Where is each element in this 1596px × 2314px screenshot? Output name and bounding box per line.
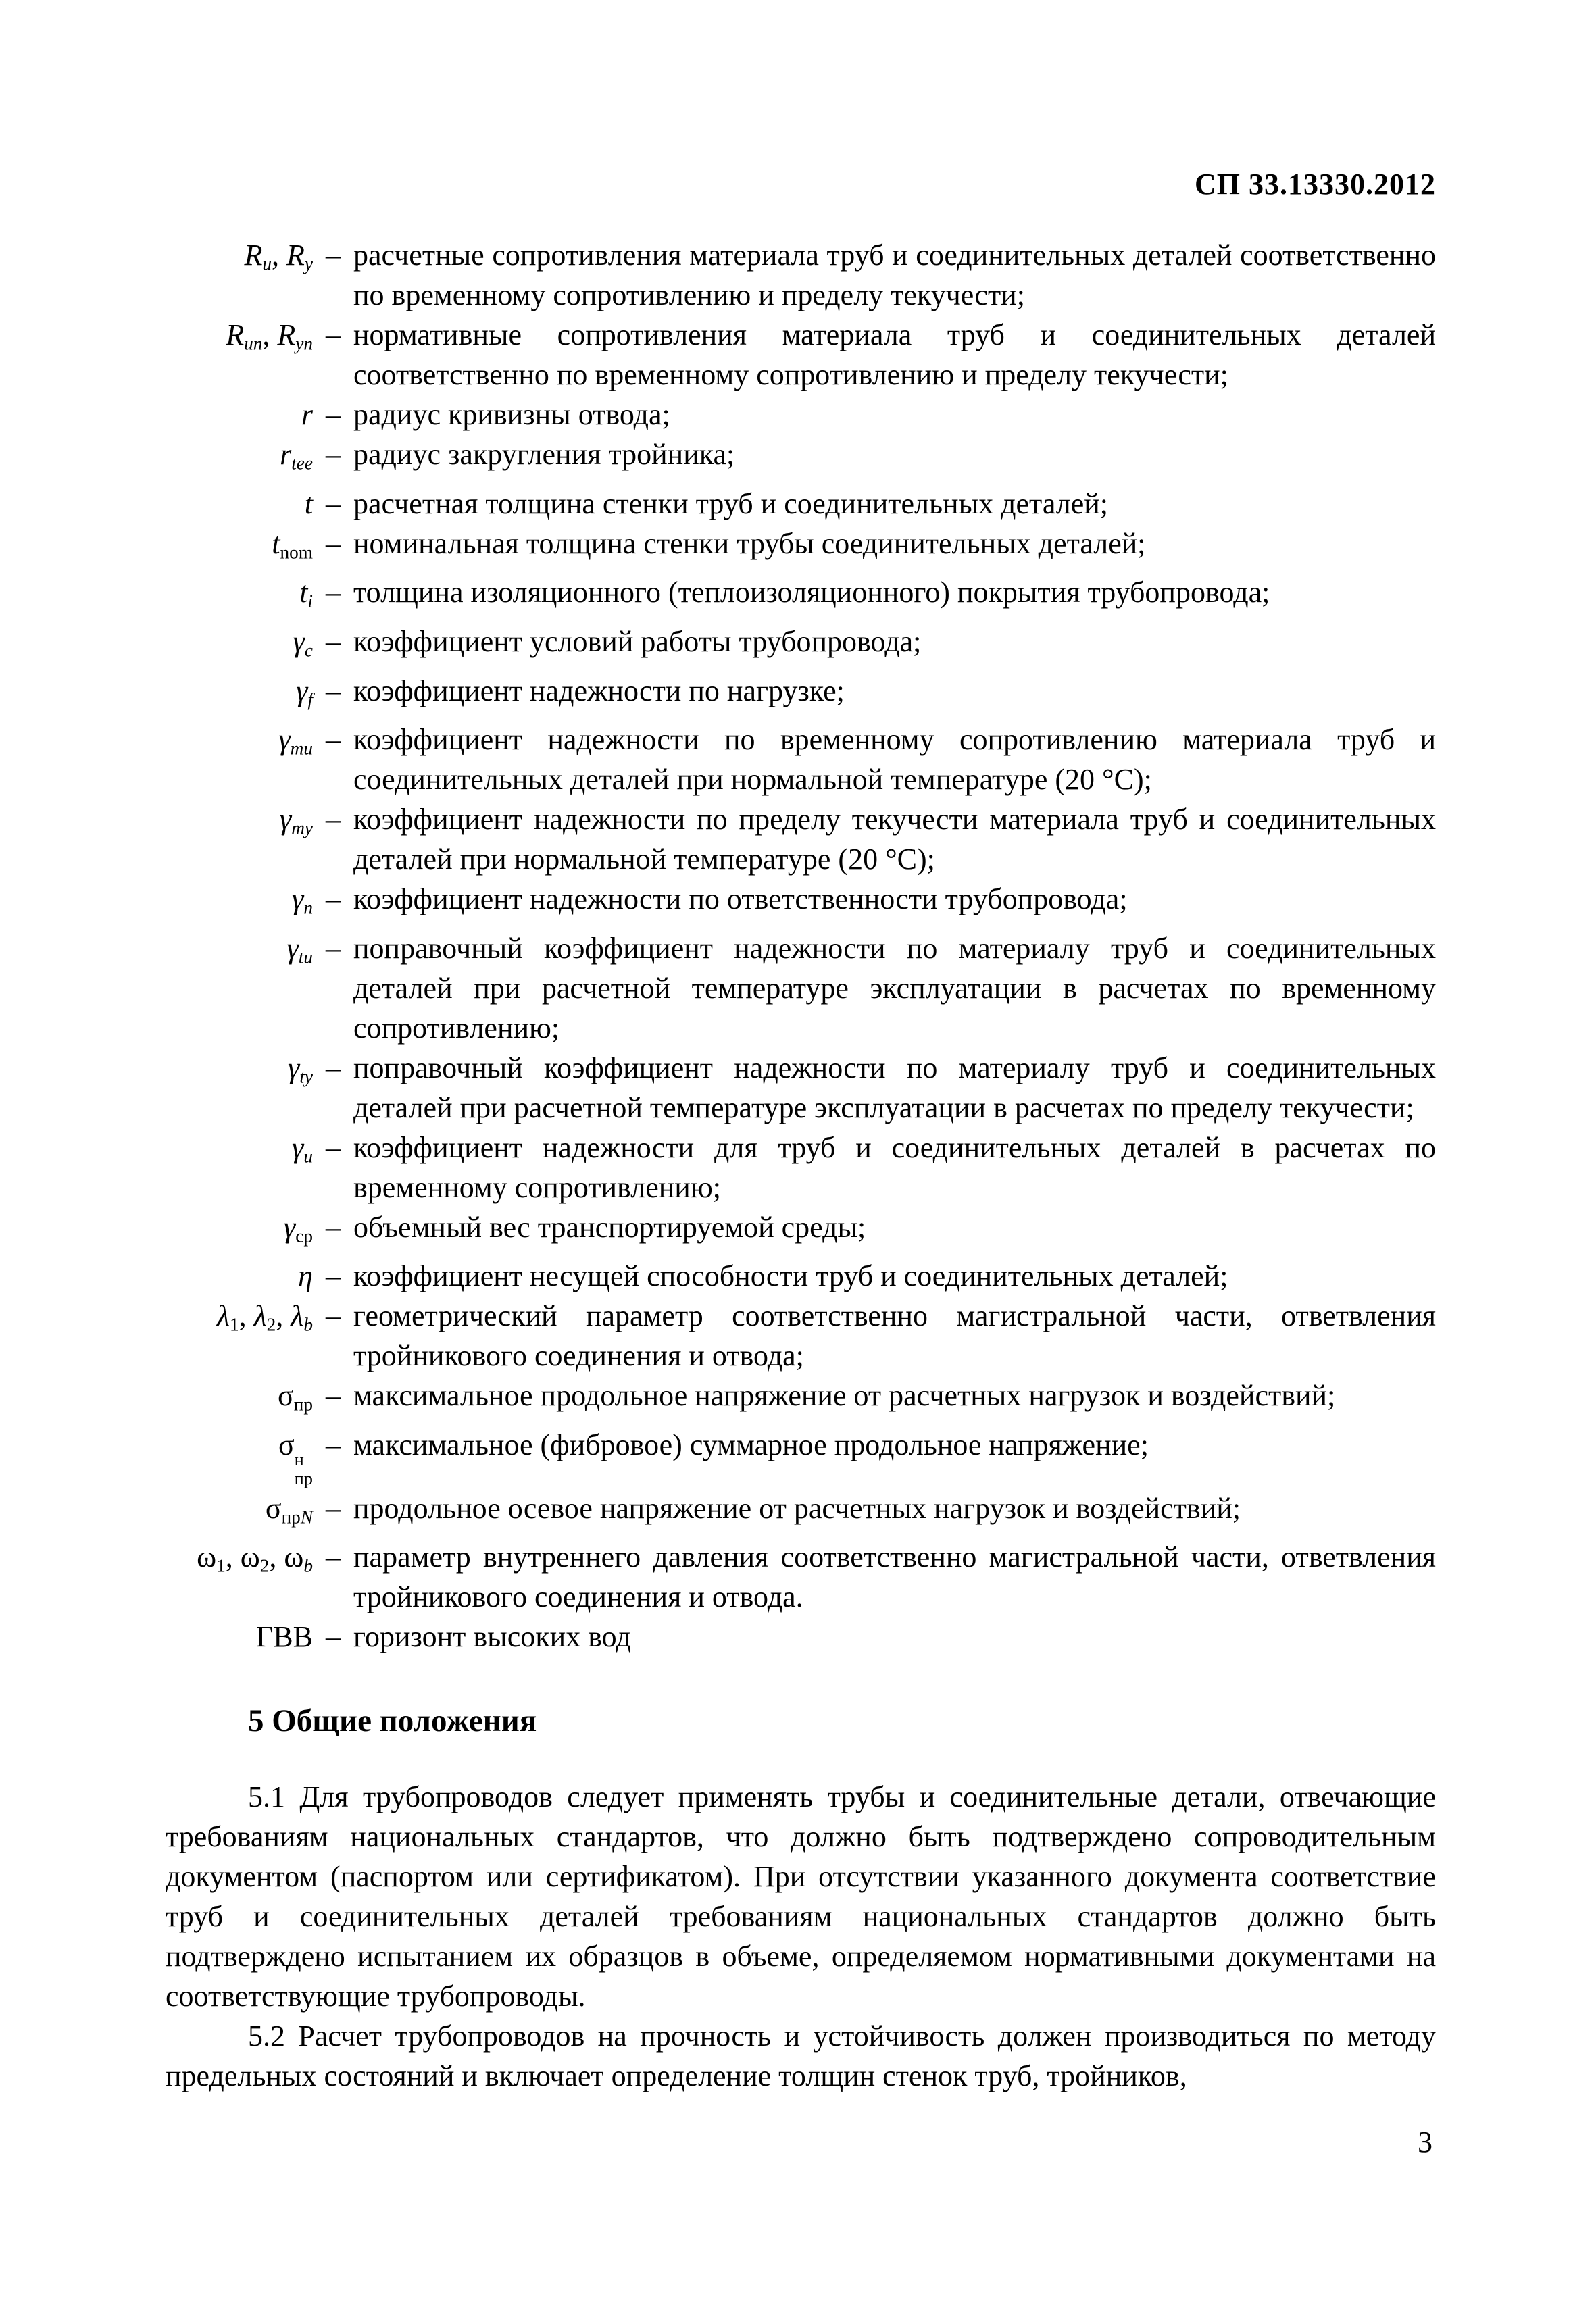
symbol-part: un (244, 333, 263, 354)
definition-dash: – (326, 624, 341, 658)
symbol-part: ω (284, 1540, 304, 1574)
symbol-part: t (299, 576, 308, 609)
symbol-part: u (262, 253, 272, 274)
definition-row (166, 484, 1436, 524)
definition-description: радиус кривизны отвода; (353, 398, 670, 431)
symbol-part: my (291, 818, 313, 838)
definition-description: нормативные сопротивления материала труб и соединительных деталей соответственно по временному сопротивлению и пределу текучести; (353, 318, 1436, 391)
definition-description: геометрический параметр соответственно магистральной части, ответвления тройникового соединения и отвода; (353, 1299, 1436, 1373)
symbol-part: σ (265, 1491, 282, 1525)
definition-description: горизонт высоких вод (353, 1620, 631, 1654)
symbol-part: γ (292, 882, 304, 916)
definition-row (166, 622, 1436, 671)
definition-row (166, 1376, 1436, 1425)
symbol-part: mu (290, 738, 313, 759)
definition-symbol (166, 1617, 313, 1657)
symbol-part: i (307, 590, 313, 611)
symbol-part: λ (291, 1299, 304, 1333)
definition-row (166, 1128, 1436, 1207)
definition-description: номинальная толщина стенки трубы соединительных деталей; (353, 526, 1146, 560)
definition-dash: – (326, 931, 341, 965)
definition-description: коэффициент надежности по пределу текучести материала труб и соединительных деталей при нормальной температуре (20 °С); (353, 803, 1436, 876)
definition-description: максимальное (фибровое) суммарное продольное напряжение; (353, 1428, 1149, 1461)
symbol-part: r (280, 438, 292, 471)
definition-dash: – (326, 1379, 341, 1413)
symbol-part: nom (280, 542, 313, 563)
symbol-part: γ (283, 1210, 296, 1244)
definition-dash: – (326, 576, 341, 609)
symbol-part: R (244, 238, 263, 272)
definition-symbol (166, 1296, 313, 1345)
definition-symbol (166, 622, 313, 671)
definition-row (166, 720, 1436, 799)
definition-description: коэффициент надежности по нагрузке; (353, 674, 845, 707)
definition-description: коэффициент условий работы трубопровода; (353, 624, 922, 658)
definition-symbol (166, 879, 313, 928)
page-number: 3 (1418, 2126, 1432, 2159)
definition-description: расчетная толщина стенки труб и соединительных деталей; (353, 486, 1108, 520)
definition-description: толщина изоляционного (теплоизоляционного) покрытия трубопровода; (353, 576, 1270, 609)
definition-dash: – (326, 318, 341, 351)
section-title: 5 Общие положения (248, 1703, 537, 1739)
definition-description: радиус закругления тройника; (353, 438, 735, 471)
symbol-part: 2 (259, 1556, 270, 1577)
symbol-part: 2 (266, 1315, 276, 1335)
definition-row (166, 928, 1436, 1048)
definition-description: максимальное продольное напряжение от расчетных нагрузок и воздействий; (353, 1379, 1336, 1413)
definition-symbol (166, 484, 313, 524)
symbol-part: 1 (216, 1556, 226, 1577)
symbol-part: γ (293, 624, 305, 658)
definition-dash: – (326, 1130, 341, 1164)
symbol-part: u (303, 1146, 313, 1167)
definition-dash: – (326, 238, 341, 272)
symbol-part: γ (286, 931, 299, 965)
definition-description: коэффициент несущей способности труб и соединительных деталей; (353, 1259, 1228, 1293)
symbol-part: , (225, 1540, 241, 1574)
symbol-part: , (272, 238, 286, 272)
definition-row (166, 315, 1436, 395)
definition-dash: – (326, 526, 341, 560)
symbol-part: γ (279, 803, 292, 836)
definition-list (166, 235, 1436, 1657)
definition-dash: – (326, 1620, 341, 1654)
symbol-part: γ (278, 723, 291, 757)
symbol-part: c (304, 640, 313, 661)
definition-description: коэффициент надежности по временному сопротивлению материала труб и соединительных деталей при нормальной температуре (20 °С); (353, 723, 1436, 797)
definition-description: параметр внутреннего давления соответственно магистральной части, ответвления тройникового соединения и отвода. (353, 1540, 1436, 1614)
definition-row (166, 879, 1436, 928)
symbol-part: γ (287, 1051, 300, 1084)
symbol-part: b (303, 1556, 313, 1577)
definition-dash: – (326, 486, 341, 520)
definition-dash: – (326, 1428, 341, 1461)
definition-symbol (166, 1537, 313, 1586)
symbol-superscript: н (294, 1449, 304, 1470)
symbol-part: η (298, 1259, 313, 1293)
definition-dash: – (326, 882, 341, 916)
definition-dash: – (326, 803, 341, 836)
definition-symbol (166, 799, 313, 849)
symbol-part: R (286, 238, 305, 272)
definition-dash: – (326, 1051, 341, 1084)
symbol-part: ср (295, 1226, 313, 1247)
symbol-part: R (226, 318, 245, 351)
definition-row (166, 524, 1436, 573)
symbol-part: r (301, 398, 313, 431)
definition-row (166, 1617, 1436, 1657)
definition-description: расчетные сопротивления материала труб и соединительных деталей соответственно по временному сопротивлению и пределу текучести; (353, 238, 1436, 311)
definition-symbol (166, 235, 313, 284)
definition-symbol (166, 1425, 313, 1488)
symbol-part: γ (296, 674, 308, 707)
definition-dash: – (326, 1540, 341, 1574)
definition-row (166, 1207, 1436, 1257)
symbol-part: , (276, 1299, 291, 1333)
definition-symbol (166, 572, 313, 622)
definition-dash: – (326, 398, 341, 431)
definition-symbol (166, 671, 313, 720)
definition-description: продольное осевое напряжение от расчетных нагрузок и воздействий; (353, 1491, 1241, 1525)
definition-row (166, 1425, 1436, 1488)
symbol-subscript: пр (294, 1468, 313, 1489)
symbol-part: t (304, 486, 313, 520)
symbol-part: b (303, 1315, 313, 1335)
symbol-part: N (300, 1507, 313, 1528)
symbol-sup-sub-stack (295, 1451, 313, 1488)
definition-row (166, 671, 1436, 720)
definition-symbol (166, 1256, 313, 1296)
definition-row (166, 395, 1436, 434)
symbol-part: , (269, 1540, 284, 1574)
symbol-part: λ (253, 1299, 267, 1333)
symbol-part: γ (292, 1130, 304, 1164)
symbol-part: R (277, 318, 296, 351)
paragraphs (166, 1777, 1436, 2096)
definition-symbol (166, 720, 313, 769)
definition-row (166, 1488, 1436, 1538)
definition-dash: – (326, 1491, 341, 1525)
symbol-part: λ (216, 1299, 230, 1333)
definition-dash: – (326, 1299, 341, 1333)
definition-dash: – (326, 1210, 341, 1244)
definition-description: поправочный коэффициент надежности по материалу труб и соединительных деталей при расчетной температуре эксплуатации в расчетах по временному сопротивлению; (353, 931, 1436, 1045)
definition-row (166, 1537, 1436, 1617)
definition-symbol (166, 1488, 313, 1538)
symbol-part: , (239, 1299, 254, 1333)
symbol-part: tu (298, 947, 313, 967)
definition-row (166, 434, 1436, 484)
paragraph: 5.2 Расчет трубопроводов на прочность и устойчивость должен производиться по методу предельных состояний и включает определение толщин стенок труб, тройников, (166, 2019, 1436, 2093)
symbol-part: f (307, 689, 313, 710)
symbol-part: ГВВ (255, 1620, 313, 1654)
symbol-part: t (272, 526, 280, 560)
definition-row (166, 572, 1436, 622)
definition-description: поправочный коэффициент надежности по материалу труб и соединительных деталей при расчетной температуре эксплуатации в расчетах по пределу текучести; (353, 1051, 1436, 1124)
symbol-part: σ (278, 1379, 294, 1413)
definition-symbol (166, 315, 313, 364)
symbol-part: tee (291, 453, 313, 474)
definition-row (166, 1256, 1436, 1296)
symbol-part: ω (240, 1540, 260, 1574)
symbol-part: 1 (229, 1315, 239, 1335)
definition-symbol (166, 928, 313, 978)
definition-description: объемный вес транспортируемой среды; (353, 1210, 866, 1244)
definition-symbol (166, 395, 313, 434)
definition-description: коэффициент надежности по ответственности трубопровода; (353, 882, 1128, 916)
definition-dash: – (326, 723, 341, 757)
definition-symbol (166, 1048, 313, 1097)
symbol-part: ω (197, 1540, 217, 1574)
symbol-part: σ (278, 1428, 295, 1461)
symbol-part: yn (295, 333, 313, 354)
definition-description: коэффициент надежности для труб и соединительных деталей в расчетах по временному сопротивлению; (353, 1130, 1436, 1204)
definition-row (166, 799, 1436, 879)
definition-dash: – (326, 1259, 341, 1293)
definition-row (166, 235, 1436, 315)
definition-dash: – (326, 438, 341, 471)
definition-symbol (166, 1376, 313, 1425)
document-code-header: СП 33.13330.2012 (1195, 168, 1436, 201)
definition-dash: – (326, 674, 341, 707)
definition-symbol (166, 1207, 313, 1257)
symbol-part: пр (293, 1394, 313, 1415)
definition-symbol (166, 434, 313, 484)
symbol-part: , (262, 318, 278, 351)
symbol-part: y (304, 253, 313, 274)
definition-row (166, 1296, 1436, 1376)
symbol-part: пр (281, 1507, 301, 1528)
definition-symbol (166, 1128, 313, 1177)
definition-symbol (166, 524, 313, 573)
symbol-part: ty (299, 1066, 313, 1087)
paragraph: 5.1 Для трубопроводов следует применять трубы и соединительные детали, отвечающие требованиям национальных стандартов, что должно быть подтверждено сопроводительным документом (паспортом или сертификатом). При отсутствии указанного документа соответствие труб и соединительных деталей требованиям национальных стандартов должно быть подтверждено испытанием их образцов в объеме, определяемом нормативными документами на соответствующие трубопроводы. (166, 1780, 1436, 2013)
symbol-part: n (303, 897, 313, 918)
definition-row (166, 1048, 1436, 1128)
